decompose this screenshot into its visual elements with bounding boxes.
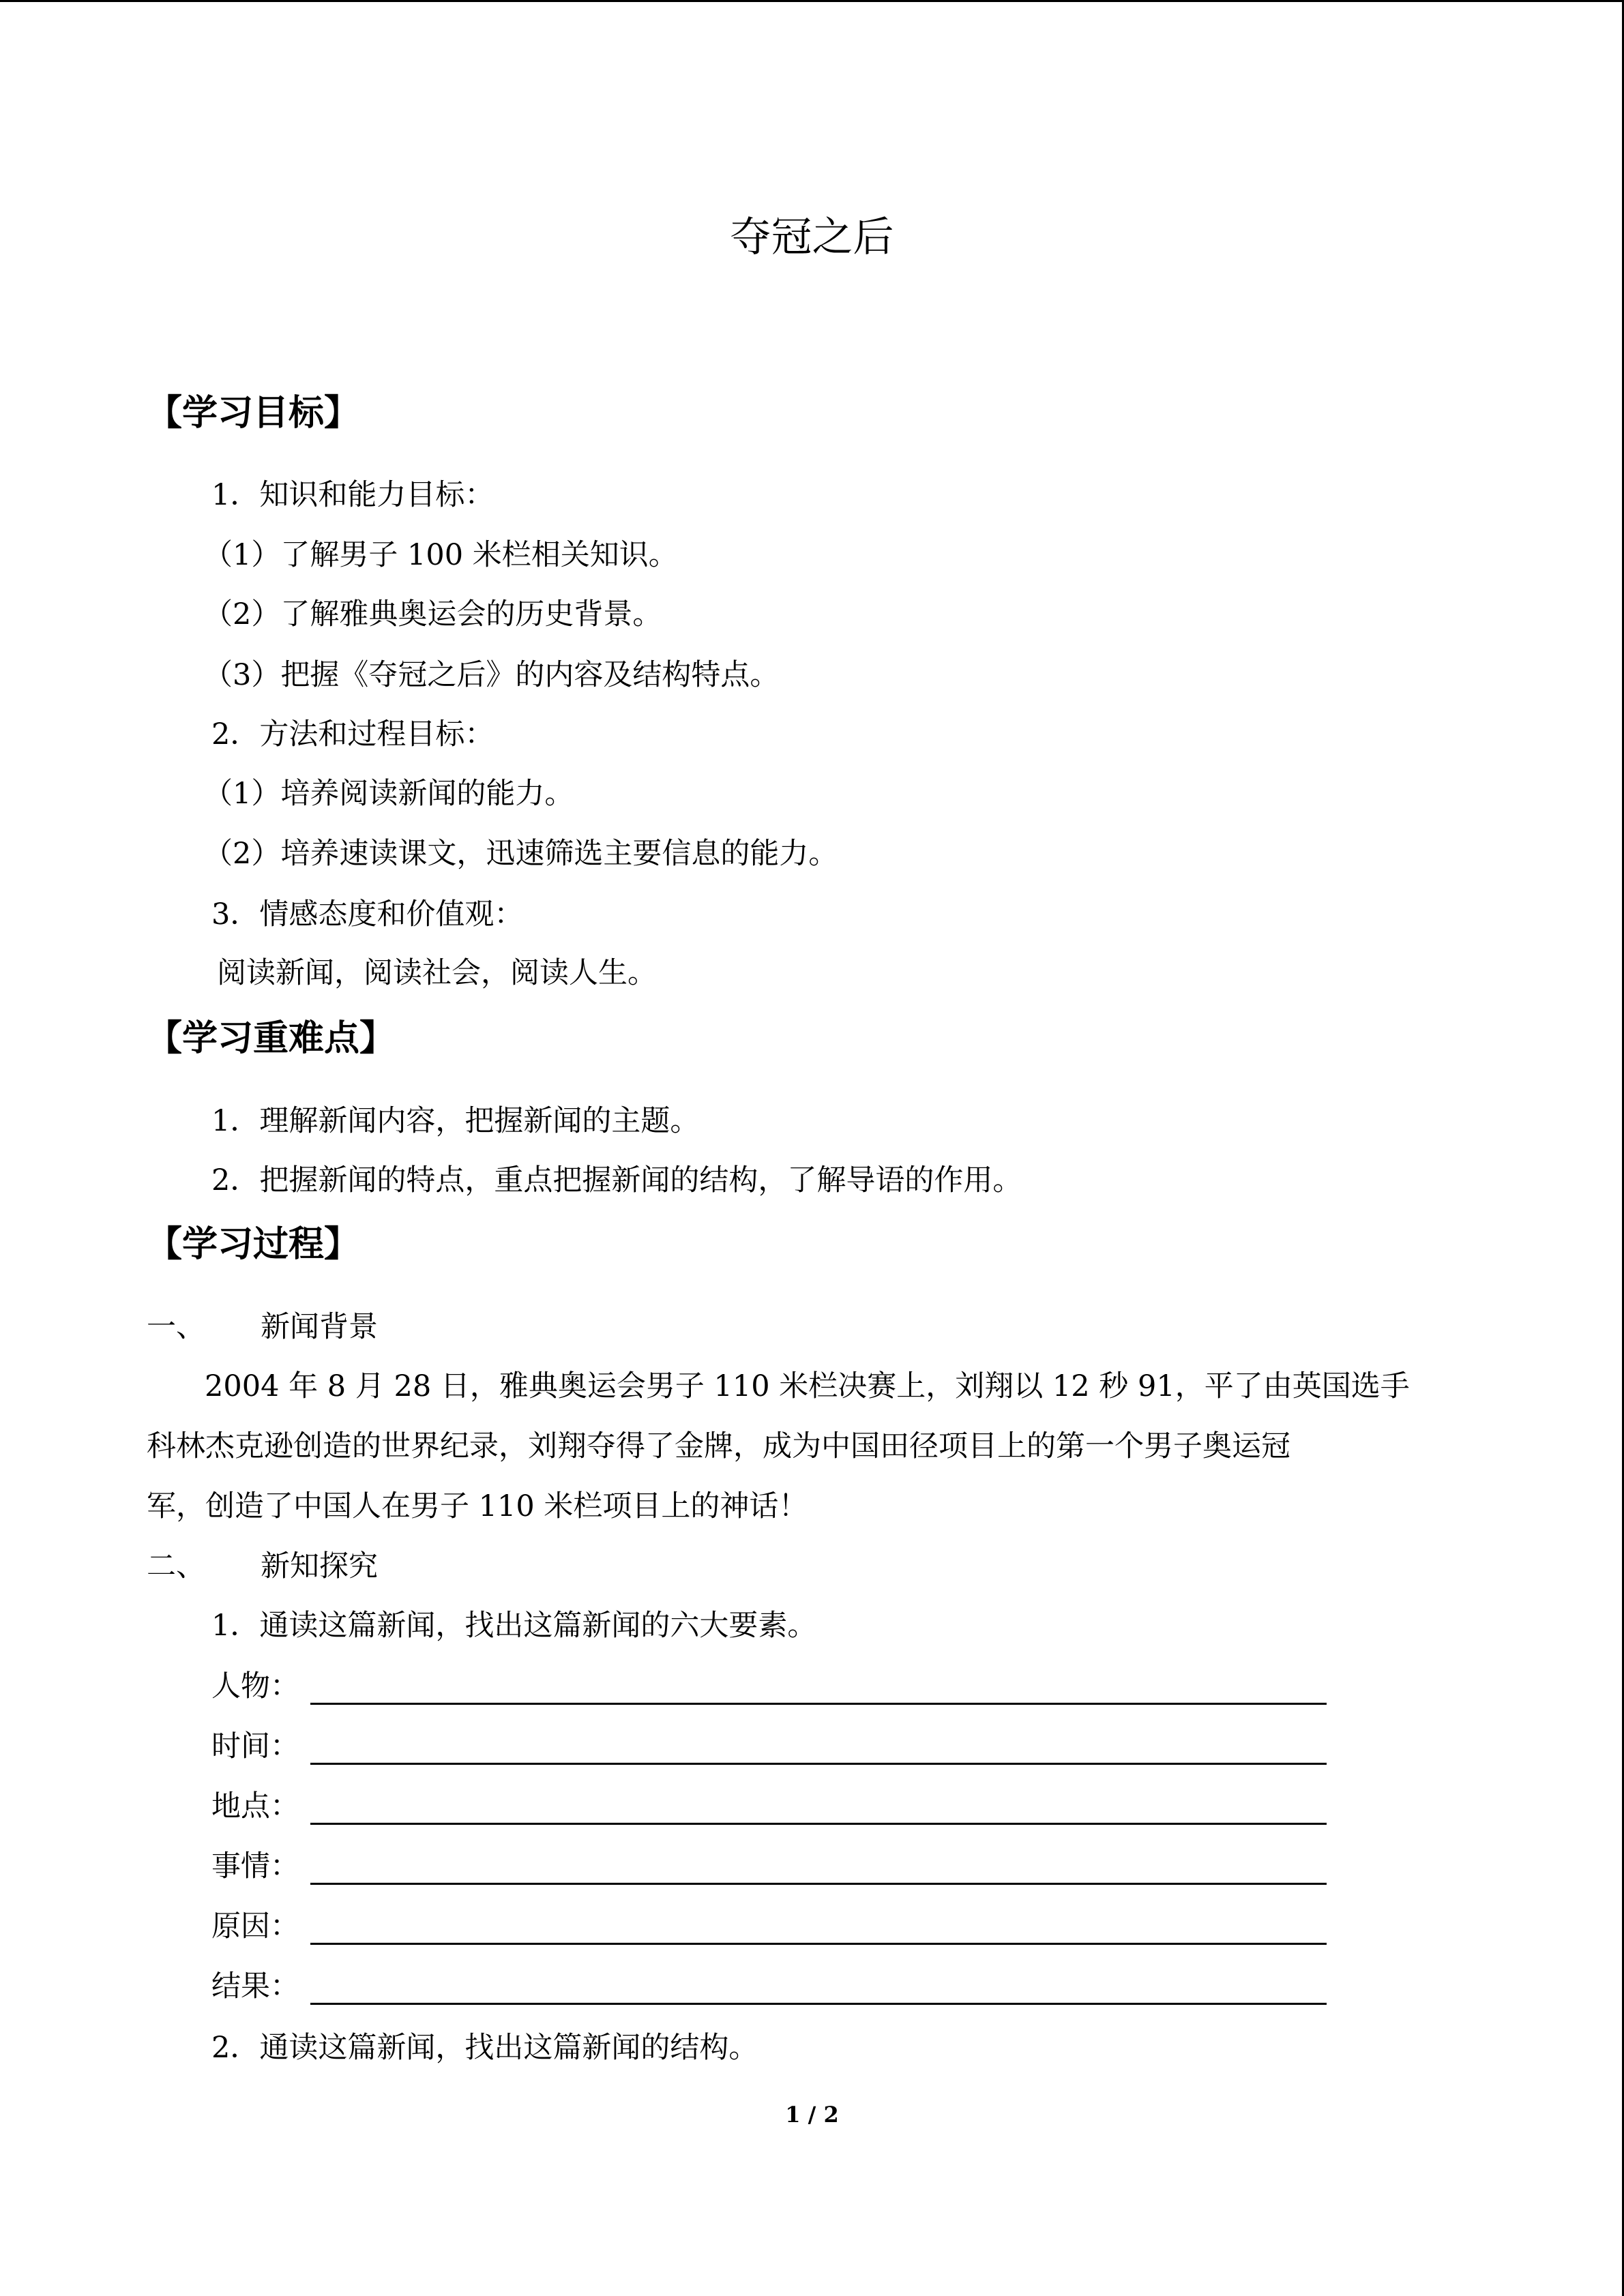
fill-in-cause[interactable] [211, 1909, 1330, 1953]
goal-2b: （2）培养速读课文，迅速筛选主要信息的能力。 [203, 837, 838, 871]
goal-1a: （1）了解男子 100 米栏相关知识。 [203, 538, 678, 572]
page-title: 夺冠之后 [730, 213, 894, 261]
fill-in-persons[interactable] [211, 1669, 1330, 1713]
fill-in-time[interactable] [211, 1729, 1330, 1773]
goal-1c: （3）把握《夺冠之后》的内容及结构特点。 [203, 658, 780, 692]
top-border [0, 0, 1624, 2]
answer-line [310, 1823, 1327, 1825]
part-2-number: 二、 [147, 1549, 205, 1583]
goal-1b: （2）了解雅典奥运会的历史背景。 [203, 597, 662, 631]
background-line-1: 2004 年 8 月 28 日，雅典奥运会男子 110 米栏决赛上，刘翔以 12 秒 91，平了由英国选手 [205, 1369, 1410, 1403]
answer-line [310, 1703, 1327, 1705]
goal-3: 3．情感态度和价值观： [211, 897, 524, 931]
answer-line [310, 2003, 1327, 2005]
part-1-number: 一、 [147, 1310, 205, 1344]
field-label: 地点： [211, 1789, 299, 1823]
answer-line [310, 1763, 1327, 1765]
answer-line [310, 1943, 1327, 1945]
field-label: 事情： [211, 1849, 299, 1883]
part-2-title: 新知探究 [261, 1549, 378, 1583]
fill-in-place[interactable] [211, 1789, 1330, 1833]
question-1: 1．通读这篇新闻，找出这篇新闻的六大要素。 [211, 1609, 817, 1643]
part-1-title: 新闻背景 [261, 1310, 378, 1344]
goal-2a: （1）培养阅读新闻的能力。 [203, 777, 574, 811]
section-heading-key-points: 【学习重难点】 [147, 1018, 396, 1059]
goal-3a: 阅读新闻，阅读社会，阅读人生。 [217, 956, 657, 990]
key-point-1: 1．理解新闻内容，把握新闻的主题。 [211, 1104, 700, 1138]
key-point-2: 2．把握新闻的特点，重点把握新闻的结构，了解导语的作用。 [211, 1163, 1022, 1197]
background-line-3: 军，创造了中国人在男子 110 米栏项目上的神话！ [147, 1489, 808, 1523]
answer-line [310, 1883, 1327, 1885]
section-heading-goals: 【学习目标】 [147, 393, 360, 434]
goal-2: 2．方法和过程目标： [211, 717, 494, 751]
fill-in-event[interactable] [211, 1849, 1330, 1893]
page-number: 1 / 2 [785, 2102, 839, 2128]
field-label: 原因： [211, 1909, 299, 1943]
background-line-2: 科林杰克逊创造的世界纪录，刘翔夺得了金牌，成为中国田径项目上的第一个男子奥运冠 [147, 1429, 1290, 1463]
goal-1: 1．知识和能力目标： [211, 478, 494, 512]
field-label: 人物： [211, 1669, 299, 1703]
field-label: 时间： [211, 1729, 299, 1763]
fill-in-result[interactable] [211, 1969, 1330, 2013]
section-heading-process: 【学习过程】 [147, 1224, 360, 1265]
question-2: 2．通读这篇新闻，找出这篇新闻的结构。 [211, 2031, 758, 2065]
field-label: 结果： [211, 1969, 299, 2003]
